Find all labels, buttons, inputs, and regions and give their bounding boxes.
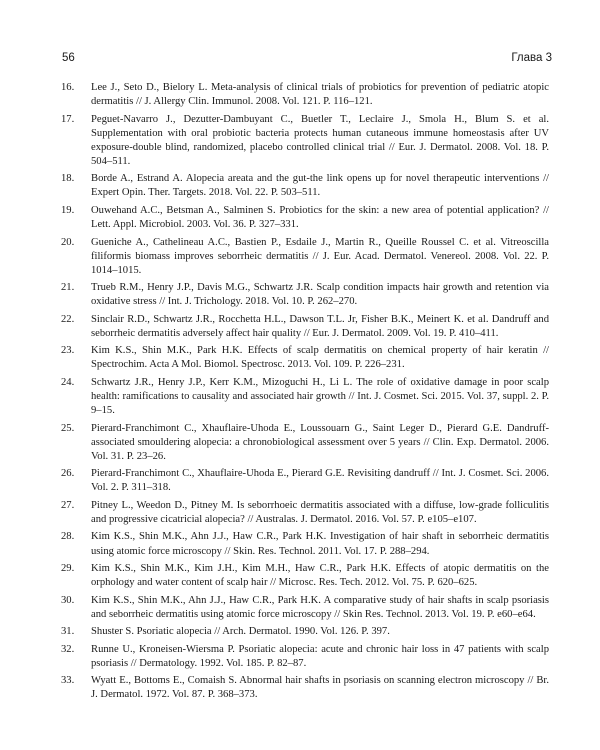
reference-number: 33. [61,675,75,687]
reference-item [61,81,549,109]
reference-number: 30. [61,594,75,606]
page-number: 56 [62,52,75,64]
reference-item [61,562,549,590]
reference-text: Borde A., Estrand A. Alopecia areata and the gut-the link opens up for novel therapeutic interventions // Expert Opin. Ther. Targets. 2018. Vol. 22. P. 503–511. [91,173,549,199]
reference-text: Gueniche A., Cathelineau A.C., Bastien P., Esdaile J., Martin R., Queille Roussel C. et al. Vitreoscilla filiformis biomass improves seborrheic dermatitis // J. Eur. Acad. Dermatol. Venereol. 2008. Vol. 22. P. 1014–1015. [91,236,549,276]
reference-text: Ouwehand A.C., Betsman A., Salminen S. Probiotics for the skin: a new area of potential application? // Lett. Appl. Microbiol. 2003. Vol. 36. P. 327–331. [91,204,549,231]
reference-item [61,344,549,372]
reference-text: Trueb R.M., Henry J.P., Davis M.G., Schwartz J.R. Scalp condition impacts hair growth and retention via oxidative stress // Int. J. Trichology. 2018. Vol. 10. P. 262–270. [91,282,549,308]
reference-item [61,313,549,341]
reference-number: 24. [61,376,75,388]
reference-number: 25. [61,422,75,434]
reference-text: Lee J., Seto D., Bielory L. Meta-analysis of clinical trials of probiotics for prevention of pediatric atopic dermatitis // J. Allergy Clin. Immunol. 2008. Vol. 121. P. 116–121. [91,82,549,108]
reference-number: 22. [61,313,75,325]
reference-number: 16. [61,82,75,93]
reference-number: 18. [61,173,75,185]
reference-item [61,643,549,671]
reference-text: Peguet-Navarro J., Dezutter-Dambuyant C., Buetler T., Leclaire J., Smola H., Blum S. et al. Supplementation with oral probiotic bacteria protects human cutaneous immune homeostasis after UV exposure-double blind, randomized, placebo controlled clinical trial // Eur. J. Dermatol. 2008. Vol. 18. P. 504–511. [91,113,549,167]
reference-item [61,530,549,558]
reference-number: 26. [61,468,75,480]
reference-text: Wyatt E., Bottoms E., Comaish S. Abnormal hair shafts in psoriasis on scanning electron microscopy // Br. J. Dermatol. 1972. Vol. 87. P. 368–373. [91,675,549,701]
reference-number: 27. [61,499,75,511]
reference-item [61,499,549,527]
reference-item [61,625,549,639]
reference-text: Kim K.S., Shin M.K., Ahn J.J., Haw C.R., Park H.K. A comparative study of hair shafts in scalp psoriasis and seborrheic dermatitis using atomic force microscopy // Skin Res. Technol. 2013. Vol. 19. P. e60–e64. [91,594,549,620]
page-header [62,52,552,68]
reference-number: 28. [61,531,75,543]
reference-text: Shuster S. Psoriatic alopecia // Arch. Dermatol. 1990. Vol. 126. P. 397. [91,626,390,638]
reference-text: Pitney L., Weedon D., Pitney M. Is seborrhoeic dermatitis associated with a diffuse, low-grade folliculitis and progressive cicatricial alopecia? // Australas. J. Dermatol. 2016. Vol. 57. P. e105–e107. [91,499,549,525]
reference-text: Kim K.S., Shin M.K., Kim J.H., Kim M.H., Haw C.R., Park H.K. Effects of atopic dermatitis on the orphology and water content of scalp hair // Microsc. Res. Tech. 2012. Vol. 75. P. 620–625. [91,562,549,589]
reference-number: 20. [61,236,75,248]
reference-item [61,281,549,309]
reference-item [61,674,549,702]
reference-item [61,236,549,278]
reference-number: 19. [61,204,75,216]
chapter-title: Глава 3 [511,52,552,64]
reference-text: Pierard-Franchimont C., Xhauflaire-Uhoda E., Loussouarn G., Saint Leger D., Pierard G.E. Dandruff-associated smouldering alopecia: a chronobiological assessment over 5 years // Clin. Exp. Dermatol. 2006. Vol. 31. P. 23–26. [91,422,549,462]
reference-text: Runne U., Kroneisen-Wiersma P. Psoriatic alopecia: acute and chronic hair loss in 47 patients with scalp psoriasis // Dermatology. 1992. Vol. 185. P. 82–87. [91,643,549,669]
reference-text: Kim K.S., Shin M.K., Park H.K. Effects of scalp dermatitis on chemical property of hair keratin // Spectrochim. Acta A Mol. Biomol. Spectrosc. 2013. Vol. 109. P. 226–231. [91,345,549,371]
reference-number: 29. [61,562,75,574]
reference-number: 23. [61,345,75,357]
reference-item [61,422,549,464]
reference-text: Sinclair R.D., Schwartz J.R., Rocchetta H.L., Dawson T.L. Jr, Fisher B.K., Meinert K. et al. Dandruff and seborrheic dermatitis adversely affect hair quality // Eur. J. Dermatol. 2009. Vol. 19. P. 410–411. [91,313,549,339]
reference-item [61,376,549,418]
reference-number: 32. [61,643,75,655]
reference-text: Schwartz J.R., Henry J.P., Kerr K.M., Mizoguchi H., Li L. The role of oxidative damage in poor scalp health: ramifications to causality and associated hair growth // Int. J. Cosmet. Sci. 2015. Vol. 37, suppl. 2. P. 9–15. [91,376,549,417]
reference-item [61,204,549,232]
reference-number: 17. [61,113,75,125]
reference-item [61,172,549,200]
reference-item [61,594,549,622]
reference-item [61,467,549,495]
reference-number: 31. [61,626,75,638]
reference-item [61,113,549,169]
reference-text: Pierard-Franchimont C., Xhauflaire-Uhoda E., Pierard G.E. Revisiting dandruff // Int. J. Cosmet. Sci. 2006. Vol. 2. P. 311–318. [91,468,549,494]
reference-number: 21. [61,282,75,294]
reference-text: Kim K.S., Shin M.K., Ahn J.J., Haw C.R., Park H.K. Investigation of hair shaft in seborrheic dermatitis using atomic force microscopy // Skin. Res. Technol. 2011. Vol. 17. P. 288–294. [91,531,549,557]
reference-list [61,81,549,706]
